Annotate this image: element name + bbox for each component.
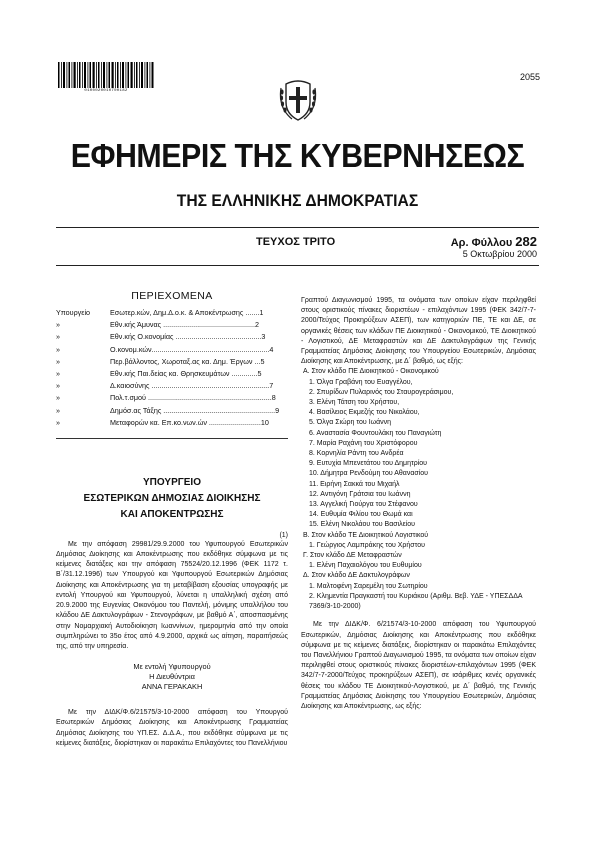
toc-heading: ΠΕΡΙΕΧΟΜΕΝΑ (131, 290, 213, 302)
decision-1-text: Με την απόφαση 29981/29.9.2000 του Υφυπουργού Εσωτερικών Δημόσιας Διοίκησης και Αποκέντρωσης που εκδόθηκε σύμφωνα με τις κείμενες διατάξεις και την απόφαση 75524/20.12.1996 (ΦΕΚ 1172 τ. Β΄/31.12.1996) των Υπουργού και Υφυπουργού Εσωτερικών Δημόσιας Διοίκησης και Αποκέντρωσης για τη μεταβίβαση εξουσίας υπογραφής με εντολή Υπουργού και Υφυπουργού, λύνεται η υπαλληλική σχέση από 20.9.2000 της Ευγενίας Οικονόμου του Παντελή, μόνιμης υπαλλήλου του κλάδου ΔΕ Δακτυλογράφων - Στενογράφων, με βαθμό Α΄, αποσπασμένης στην Νομαρχιακή Αυτοδιοίκηση Ιωαννίνων, ημερομηνία από την οποία συμπληρώνει το 35ο έτος από 4.9.2000, αρχικά ως αίτηση, παραιτήσεώς της, από την υπηρεσία. (56, 540, 288, 650)
appointment-item: 4. Βασίλειος Εκμεζής του Νικολάου, (309, 409, 420, 417)
issue-type: ΤΕΥΧΟΣ ΤΡΙΤΟ (256, 236, 336, 248)
toc-row (56, 308, 288, 320)
toc-row (56, 393, 288, 405)
appointment-item: 10. Δήμητρα Ρενδούμη του Αθανασίου (309, 470, 428, 478)
appointment-item: 15. Ελένη Νικολάου του Βασιλείου (309, 521, 416, 529)
appointment-item: 12. Αντιγόνη Γράτσια του Ιωάννη (309, 490, 411, 498)
toc-ministry: » (56, 332, 60, 342)
decision-2-text: Με την ΔΙΔΚ/Φ.6/21575/3-10-2000 απόφαση του Υπουργού Εσωτερικών Δημόσιας Διοίκησης και Αποκέντρωσης Γραμματείας Δημόσιας Διοίκησης του ΥΠ.ΕΣ. Δ.Δ.Α., που εκδόθηκε σύμφωνα με τις κείμενες διατάξεις, διορίστηκαν οι παρακάτω Επιλαχόντες του Πανελλήνιου (56, 709, 288, 747)
appointment-item: 1. Ελένη Παχαιολόγου του Ευθυμίου (309, 562, 422, 570)
toc-row (56, 418, 288, 430)
decision-3-text: Με την ΔΙΔΚ/Φ. 6/21574/3-10-2000 απόφαση του Υφυπουργού Εσωτερικών, Δημόσιας Διοίκησης και Αποκέντρωσης που εκδόθηκε σύμφωνα με τις κείμενες διατάξεις, διορίστηκαν οι παρακάτω Επιλαχόντες του Πανελλήνιου Γραπτού Διαγωνισμού 1995, τα ονόματα των οποίων είχαν περιληφθεί στους οριστικούς πίνακες διοριστέων-επιλαχόντων 1995 (ΦΕΚ 342/7-7-2000/Τεύχος προκηρύξεων ΑΣΕΠ), σε ισάριθμες κενές οργανικές θέσεις του κλάδου ΤΕ Διοικητικού-Λογιστικού, με Δ΄ βαθμό, της Γενικής Γραμματείας Δημόσιας Διοίκησης του Υπουργείου Εσωτερικών, Δημόσιας Διοίκησης και Αποκέντρωσης, ως εξής: (301, 621, 536, 710)
greek-coat-of-arms-icon (278, 74, 318, 124)
toc-ministry: » (56, 344, 60, 354)
toc-entry: Δ.καιοσύνης ...........................................................7 (110, 381, 274, 391)
header-rule-top (56, 227, 539, 228)
barcode (58, 62, 154, 88)
appointment-category: Γ. Στον κλάδο ΔΕ Μεταφραστών (303, 552, 402, 560)
signature-line-2: Η Διευθύντρια (149, 672, 195, 682)
toc-row (56, 357, 288, 369)
toc-ministry: » (56, 393, 60, 403)
appointment-item: 1. Μαλτοφένη Σαρεμέλη του Σωτηρίου (309, 582, 428, 590)
toc-entry: Μεταφορών κα. Επ.κο.νων.ών ..........................10 (110, 417, 269, 427)
toc-row (56, 406, 288, 418)
appointment-category: Β. Στον κλάδο ΤΕ Διοικητικού Λογιστικού (303, 531, 429, 539)
sheet-label: Αρ. Φύλλου (450, 237, 513, 249)
toc-entry: Εθν.κής Άμυνας ..............................................2 (110, 320, 259, 330)
toc-entry: Εθν.κής Παι.δείας κα. Θρησκευμάτων .............5 (110, 368, 262, 378)
toc-row (56, 320, 288, 332)
toc-list (56, 308, 288, 430)
gazette-title: ΕΦΗΜΕΡΙΣ ΤΗΣ ΚΥΒΕΡΝΗΣΕΩΣ (70, 137, 525, 174)
ministry-line-1: ΥΠΟΥΡΓΕΙΟ (143, 476, 201, 488)
sheet-number-value: 282 (515, 234, 537, 249)
toc-ministry: » (56, 356, 60, 366)
toc-row (56, 345, 288, 357)
appointment-item: 6. Αναστασία Φουντουλάκη του Παναγιώτη (309, 429, 442, 437)
decision-number: (1) (279, 531, 288, 539)
toc-ministry: » (56, 320, 60, 330)
barcode-number: 0100020010700182 (84, 89, 128, 93)
decision-2-continued: Γραπτού Διαγωνισμού 1995, τα ονόματα των οποίων είχαν περιληφθεί στους οριστικούς πίνακες διοριστέων - επιλαχόντων 1995 (ΦΕΚ 342/7-7-2000/Τεύχος Προκηρύξεων ΑΣΕΠ), των κατηγοριών ΠΕ, ΤΕ και ΔΕ, σε οργανικές θέσεις των κλάδων ΠΕ Διοικητικού - Οικονομικού, ΤΕ Διοικητικού - Λογιστικού, ΔΕ Μεταφραστών και ΔΕ Δακτυλογράφων της Γενικής Γραμματείας Δημόσιας Διοίκησης του Υπουργείου Εσωτερικών, Δημόσιας Διοίκησης και Αποκέντρωσης, με Δ΄ βαθμό, ως εξής: (301, 297, 536, 366)
appointment-category: Δ. Στον κλάδο ΔΕ Δακτυλογράφων (303, 572, 410, 580)
appointment-item: 8. Κορνηλία Ράντη του Ανδρέα (309, 450, 404, 458)
toc-ministry: » (56, 405, 60, 415)
appointment-item: 1. Όλγα Γραβάνη του Ευαγγέλου, (309, 378, 413, 386)
header-rule-bottom (56, 265, 539, 266)
appointment-item: 1. Γεώργιος Λαμπράκης του Χρήστου (309, 541, 425, 549)
signature-line-3: ΑΝΝΑ ΓΕΡΑΚΑΚΗ (141, 682, 203, 692)
ministry-line-3: ΚΑΙ ΑΠΟΚΕΝΤΡΩΣΗΣ (120, 508, 224, 520)
toc-divider (56, 438, 288, 439)
toc-ministry: » (56, 417, 60, 427)
ministry-line-2: ΕΣΩΤΕΡΙΚΩΝ ΔΗΜΟΣΙΑΣ ΔΙΟΙΚΗΣΗΣ (83, 492, 261, 504)
toc-row (56, 332, 288, 344)
toc-entry: Περ.βάλλοντος, Χωροταξ.ας κα. Δημ. Έργων ...5 (110, 356, 265, 366)
appointment-item: 3. Ελένη Τάτση του Χρήστου, (309, 399, 400, 407)
appointment-item: 5. Όλγα Σιώρη του Ιωάννη (309, 419, 392, 427)
appointment-item: 9. Ευτυχία Μπενετάτου του Δημητρίου (309, 460, 428, 468)
toc-entry: Εσωτερ.κών, Δημ.Δ.ο.κ. & Αποκέντρωσης .......1 (110, 308, 264, 317)
appointment-category: Α. Στον κλάδο ΠΕ Διοικητικού - Οικονομικού (303, 368, 439, 376)
toc-ministry: » (56, 381, 60, 391)
gazette-subtitle: ΤΗΣ ΕΛΛΗΝΙΚΗΣ ΔΗΜΟΚΡΑΤΙΑΣ (176, 191, 419, 210)
left-column (56, 290, 288, 749)
appointment-item: 7. Μαρία Ραχάνη του Χριστόφορου (309, 439, 418, 447)
appointment-item: 2. Κλημεντία Πραγκαστή του Κυριάκου (Αριθμ. Βεβ. ΥΔΕ - ΥΠΕΣΔΔΑ 7369/3-10-2000) (309, 592, 523, 611)
toc-ministry: Υπουργείο (56, 308, 91, 317)
appointment-item: 13. Αγγελική Γιούργα του Στέφανου (309, 501, 418, 509)
sheet-number (451, 234, 537, 249)
toc-entry: Δημόσ.ας Τάξης ........................................................9 (110, 405, 280, 415)
toc-row (56, 381, 288, 393)
ministry-heading (56, 475, 288, 523)
appointment-item: 11. Ειρήνη Σακκά του Μιχαήλ (309, 480, 400, 488)
toc-entry: Πολ.τ.σμού ..............................................................8 (110, 393, 276, 403)
page-number: 2055 (519, 72, 540, 82)
issue-date: 5 Οκτωβρίου 2000 (462, 249, 537, 259)
toc-ministry: » (56, 368, 60, 378)
right-column (301, 296, 536, 712)
toc-row (56, 369, 288, 381)
signature-block (56, 662, 288, 692)
signature-line-1: Με εντολή Υφυπουργού (133, 662, 211, 672)
appointment-item: 14. Ευθυμία Φιλίου του Θωμά και (309, 511, 413, 519)
toc-entry: Εθν.κής Ο.κονομίας ...........................................3 (110, 332, 266, 342)
appointments-list (301, 367, 536, 612)
toc-entry: Ο.κονομ.κών...........................................................4 (110, 344, 274, 354)
appointment-item: 2. Σπυρίδων Πυλαρινός του Σταυρογεράσιμου, (309, 388, 454, 396)
